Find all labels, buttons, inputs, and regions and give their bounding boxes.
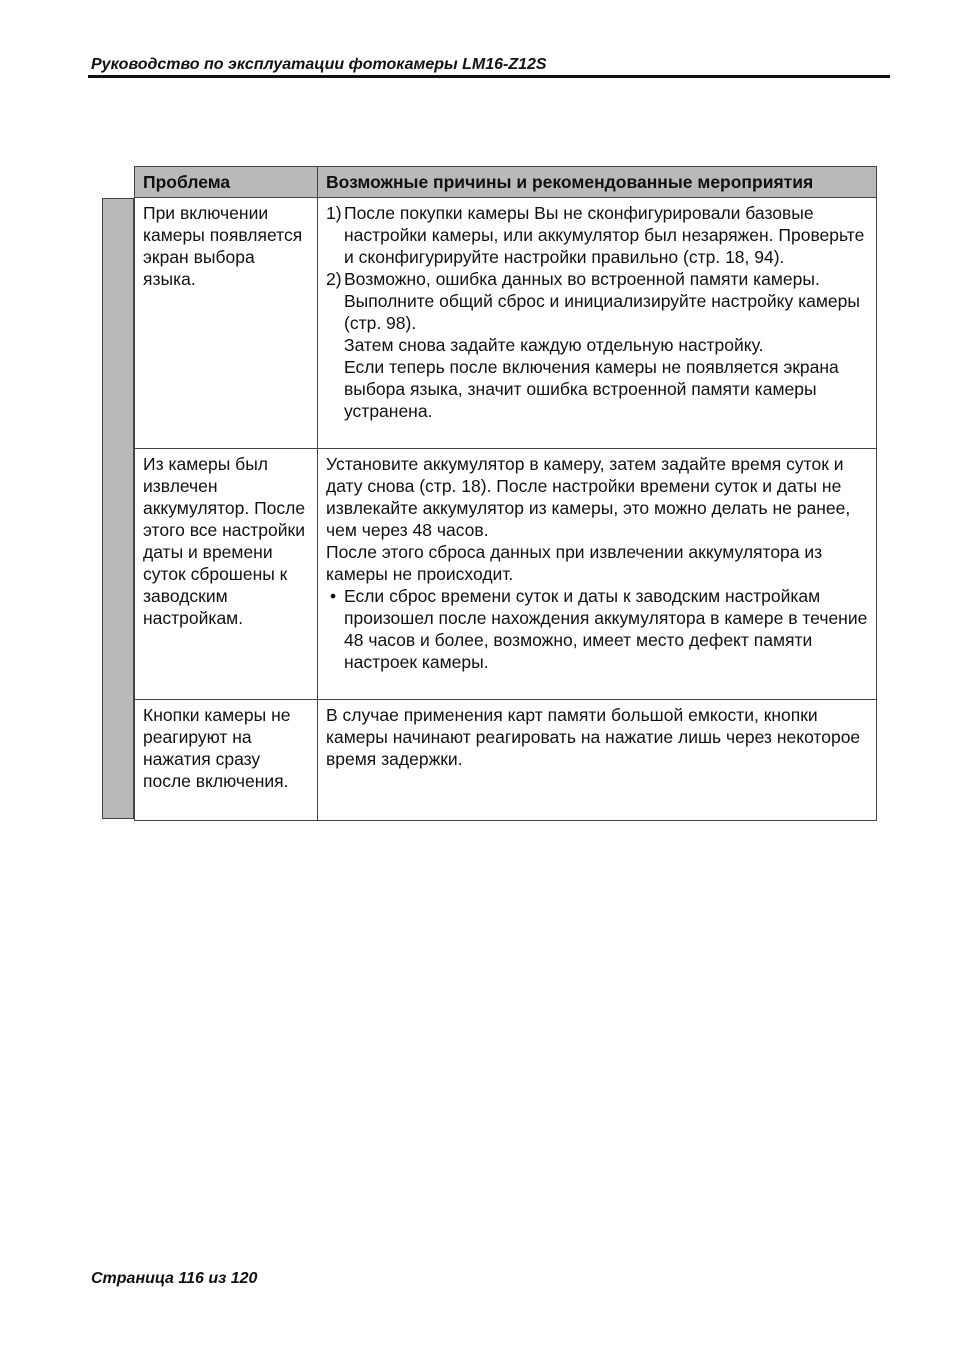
table-row <box>135 700 877 821</box>
troubleshooting-table <box>134 166 877 821</box>
header-rule <box>88 75 890 78</box>
paragraph: Если теперь после включения камеры не появляется экрана выбора языка, значит ошибка встроенной памяти камеры устранена. <box>344 357 839 421</box>
solution-cell <box>318 198 877 449</box>
column-header-causes: Возможные причины и рекомендованные мероприятия <box>318 167 877 198</box>
running-header: Руководство по эксплуатации фотокамеры LM16-Z12S <box>91 56 547 73</box>
paragraph: Затем снова задайте каждую отдельную настройку. <box>344 335 764 355</box>
table-row <box>135 198 877 449</box>
solution-cell <box>318 449 877 700</box>
list-item <box>326 268 870 334</box>
bullet-item <box>326 585 870 673</box>
list-item-text: После покупки камеры Вы не сконфигурировали базовые настройки камеры, или аккумулятор был незаряжен. Проверьте и сконфигурируйте настройки правильно (стр. 18, 94). <box>344 203 865 267</box>
paragraph: После этого сброса данных при извлечении аккумулятора из камеры не происходит. <box>326 542 823 584</box>
table-row <box>135 449 877 700</box>
list-item-text: Возможно, ошибка данных во встроенной памяти камеры. Выполните общий сброс и инициализируйте настройку камеры (стр. 98). <box>344 269 860 333</box>
bullet-text: Если сброс времени суток и даты к заводским настройкам произошел после нахождения аккумулятора в камере в течение 48 часов и более, возможно, имеет место дефект памяти настроек камеры. <box>344 586 868 672</box>
paragraph: Установите аккумулятор в камеру, затем задайте время суток и дату снова (стр. 18). После настройки времени суток и даты не извлекайте аккумулятор из камеры, это можно делать не ранее, чем через 48 часов. <box>326 454 851 540</box>
solution-cell <box>318 700 877 821</box>
problem-cell: При включении камеры появляется экран выбора языка. <box>135 198 318 449</box>
table-header-row <box>135 167 877 198</box>
paragraph: В случае применения карт памяти большой емкости, кнопки камеры начинают реагировать на нажатие лишь через некоторое время задержки. <box>326 705 861 769</box>
problem-cell: Кнопки камеры не реагируют на нажатия сразу после включения. <box>135 700 318 821</box>
side-tab <box>102 198 134 819</box>
list-item <box>326 202 870 268</box>
bullet-symbol: • <box>330 586 337 606</box>
list-number: 2) <box>326 269 342 289</box>
problem-cell: Из камеры был извлечен аккумулятор. После этого все настройки даты и времени суток сброшены к заводским настройкам. <box>135 449 318 700</box>
column-header-problem: Проблема <box>135 167 318 198</box>
page-number: Страница 116 из 120 <box>91 1270 258 1287</box>
list-number: 1) <box>326 203 342 223</box>
